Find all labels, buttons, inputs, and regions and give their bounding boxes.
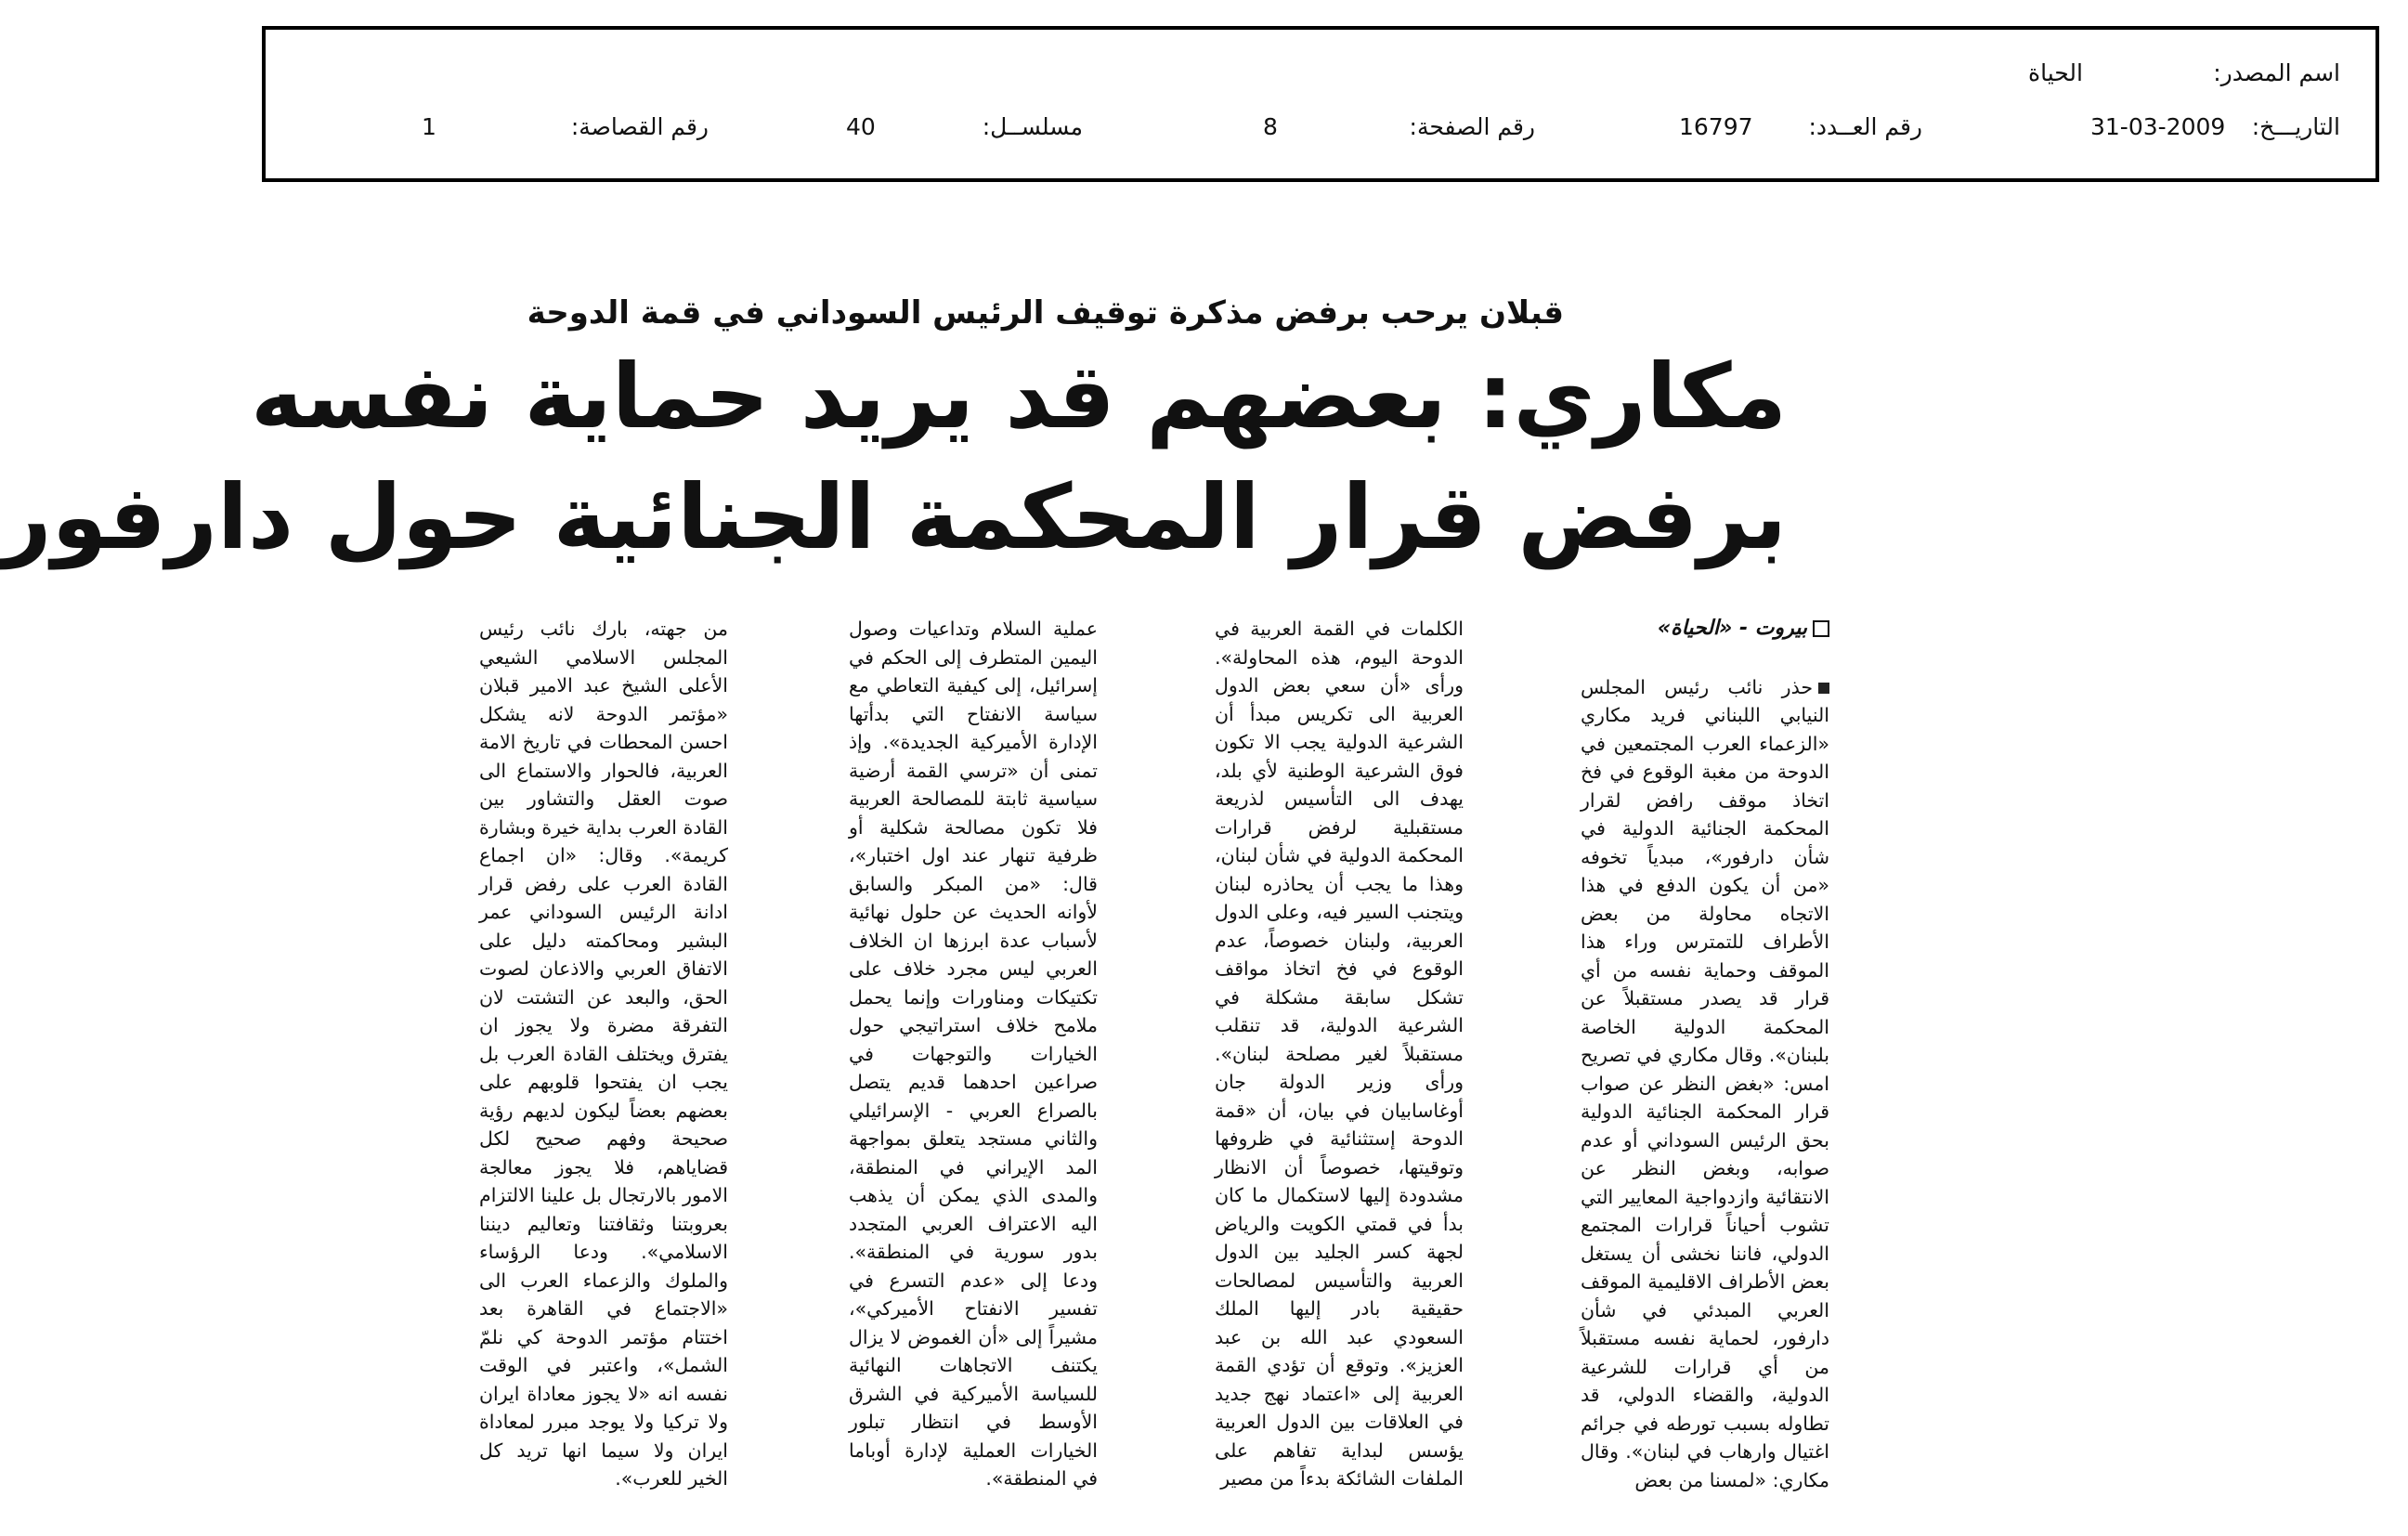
column-1-text [1581, 673, 1829, 1495]
article-column-1 [1581, 615, 1829, 1491]
article-column-4 [479, 615, 728, 1490]
dateline-text: بيروت - «الحياة» [1657, 617, 1807, 640]
column-4-text: من جهته، بارك نائب رئيس المجلس الاسلامي الشيعي الأعلى الشيخ عبد الامير قبلان «مؤتمر الدوحة لانه يشكل احسن المحطات في تاريخ الامة العربية، فالحوار والاستماع الى صوت العقل والتشاور بين القادة العرب بداية خيرة وبشارة كريمة». وقال: «ان اجماع القادة العرب على رفض قرار ادانة الرئيس السوداني عمر البشير ومحاكمته دليل على الاتفاق العربي والاذعان لصوت الحق، والبعد عن التشتت لان التفرقة مضرة ولا يجوز ان يفترق ويختلف القادة العرب بل يجب ان يفتحوا قلوبهم على بعضهم بعضاً ليكون لديهم رؤية صحيحة وفهم صحيح لكل قضاياهم، فلا يجوز معالجة الامور بالارتجال بل علينا الالتزام بعروبتنا وثقافتنا وتعاليم ديننا الاسلامي». ودعا الرؤساء والملوك والزعماء العرب الى «الاجتماع في القاهرة بعد اختتام مؤتمر الدوحة كي نلمّ الشمل»، واعتبر في الوقت نفسه انه «لا يجوز معاداة ايران ولا تركيا ولا يوجد مبرر لمعاداة ايران ولا سيما انها تريد كل الخير للعرب». [479, 618, 728, 1490]
page-label: رقم الصفحة: [1409, 113, 1535, 140]
serial-value: 40 [846, 113, 876, 140]
column-1-body: حذر نائب رئيس المجلس النيابي اللبناني فريد مكاري «الزعماء العرب المجتمعين في الدوحة من مغبة الوقوع في فخ اتخاذ موقف رافض لقرار المحكمة الجنائية الدولية في شأن دارفور»، مبدياً تخوفه «من أن يكون الدفع في هذا الاتجاه محاولة من بعض الأطراف للتمترس وراء هذا الموقف وحماية نفسه من أي قرار قد يصدر مستقبلاً عن المحكمة الدولية الخاصة بلبنان». وقال مكاري في تصريح امس: «بغض النظر عن صواب قرار المحكمة الجنائية الدولية بحق الرئيس السوداني أو عدم صوابه، وبغض النظر عن الانتقائية وازدواجية المعايير التي تشوب أحياناً قرارات المجتمع الدولي، فاننا نخشى أن يستغل بعض الأطراف الاقليمية الموقف العربي المبدئي في شأن دارفور، لحماية نفسه مستقبلاً من أي قرارات للشرعية الدولية، والقضاء الدولي، قد تطاوله بسبب تورطه في جرائم اغتيال وارهاب في لبنان». وقال مكاري: «لمسنا من بعض [1581, 675, 1829, 1491]
date-label: التاريـــخ: [2251, 113, 2340, 140]
article-column-2 [1215, 615, 1464, 1490]
clip-number-value: 1 [422, 113, 436, 140]
paragraph-bullet-icon [1818, 683, 1829, 694]
article-headline-line-1: مكاري: بعضهم قد يريد حماية نفسه [250, 345, 1787, 449]
date-value: 31-03-2009 [2090, 113, 2226, 140]
article-kicker: قبلان يرحب برفض مذكرة توقيف الرئيس السوداني في قمة الدوحة [527, 294, 1564, 332]
column-3-text: عملية السلام وتداعيات وصول اليمين المتطرف إلى الحكم في إسرائيل، إلى كيفية التعاطي مع سياسة الانفتاح التي بدأتها الإدارة الأميركية الجديدة». وإذ تمنى أن «ترسي القمة أرضية سياسية ثابتة للمصالحة العربية فلا تكون مصالحة شكلية أو ظرفية تنهار عند اول اختبار»، قال: «من المبكر والسابق لأوانه الحديث عن حلول نهائية لأسباب عدة ابرزها ان الخلاف العربي ليس مجرد خلاف على تكتيكات ومناورات وإنما يحمل ملامح خلاف استراتيجي حول الخيارات والتوجهات في صراعين احدهما قديم يتصل بالصراع العربي - الإسرائيلي والثاني مستجد يتعلق بمواجهة المد الإيراني في المنطقة، والمدى الذي يمكن أن يذهب اليه الاعتراف العربي المتجدد بدور سورية في المنطقة». ودعا إلى «عدم التسرع في تفسير الانفتاح الأميركي»، مشيراً إلى «أن الغموض لا يزال يكتنف الاتجاهات النهائية للسياسة الأميركية في الشرق الأوسط في انتظار تبلور الخيارات العملية لإدارة أوباما في المنطقة». [849, 618, 1098, 1490]
article-headline-line-2: برفض قرار المحكمة الجنائية حول دارفور [0, 465, 1787, 569]
source-label: اسم المصدر: [2213, 59, 2340, 86]
article-column-3 [849, 615, 1098, 1490]
source-value: الحياة [2028, 59, 2083, 86]
dateline [1581, 615, 1829, 644]
issue-value: 16797 [1679, 113, 1753, 140]
clip-number-label: رقم القصاصة: [570, 113, 709, 140]
clipping-metadata-box [262, 26, 2379, 182]
serial-label: مسلســل: [982, 113, 1083, 140]
page-value: 8 [1263, 113, 1278, 140]
issue-label: رقم العــدد: [1808, 113, 1922, 140]
square-marker-icon [1813, 620, 1829, 637]
column-2-text: الكلمات في القمة العربية في الدوحة اليوم، هذه المحاولة». ورأى «أن سعي بعض الدول العربية الى تكريس مبدأ أن الشرعية الدولية يجب الا تكون فوق الشرعية الوطنية لأي بلد، يهدف الى التأسيس لذريعة مستقبلية لرفض قرارات المحكمة الدولية في شأن لبنان، وهذا ما يجب أن يحاذره لبنان ويتجنب السير فيه، وعلى الدول العربية، ولبنان خصوصاً، عدم الوقوع في فخ اتخاذ مواقف تشكل سابقة مشكلة في الشرعية الدولية، قد تنقلب مستقبلاً لغير مصلحة لبنان». ورأى وزير الدولة جان أوغاسابيان في بيان، أن «قمة الدوحة إستثنائية في ظروفها وتوقيتها، خصوصاً أن الانظار مشدودة إليها لاستكمال ما كان بدأ في قمتي الكويت والرياض لجهة كسر الجليد بين الدول العربية والتأسيس لمصالحات حقيقية بادر إليها الملك السعودي عبد الله بن عبد العزيز». وتوقع أن تؤدي القمة العربية إلى «اعتماد نهج جديد في العلاقات بين الدول العربية يؤسس لبداية تفاهم على الملفات الشائكة بدءاً من مصير [1215, 618, 1464, 1490]
